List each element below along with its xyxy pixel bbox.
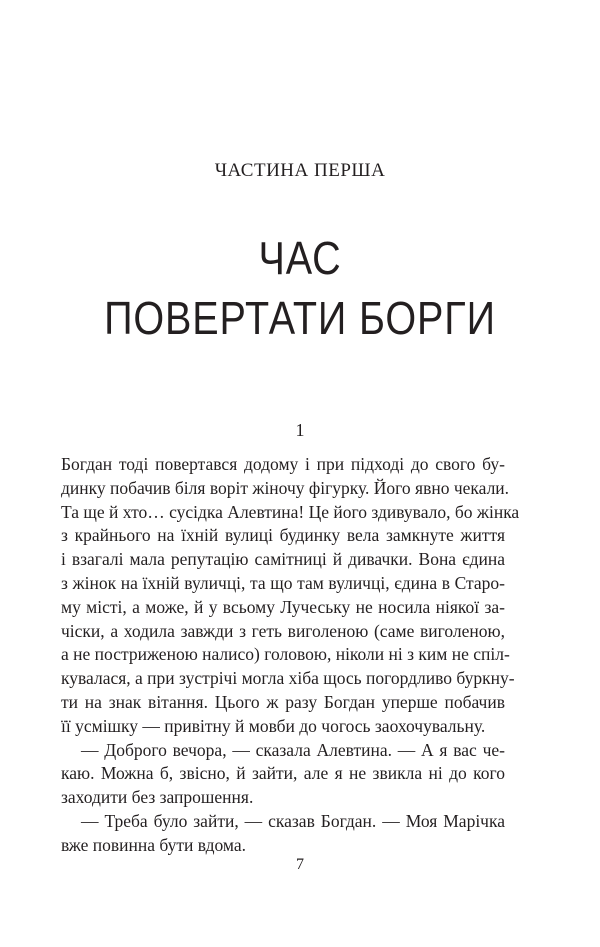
text-line: му місті, а може, й у всьому Лучеську не носила ніякої за- bbox=[61, 596, 505, 617]
text-line: Богдан тоді повертався додому і при підході до свого бу- bbox=[61, 454, 505, 474]
paragraph-2 bbox=[61, 739, 505, 810]
text-line: — Треба було зайти, — сказав Богдан. — Моя Марічка bbox=[81, 810, 505, 831]
text-line: каю. Можна б, звісно, й зайти, але я не звикла ні до кого bbox=[61, 763, 505, 784]
text-line: заходити без запрошення. bbox=[61, 787, 254, 808]
text-line: кувалася, а при зустрічі могла хіба щось погордливо буркну- bbox=[61, 668, 515, 689]
text-line: Та ще й хто… сусідка Алевтина! Це його здивувало, бо жінка bbox=[61, 501, 520, 522]
text-line: а не постриженою налисо) головою, ніколи ні з ким не спіл- bbox=[61, 644, 510, 665]
paragraph-3 bbox=[61, 810, 505, 858]
text-line: з жінок на їхній вуличці, та що там вуличці, єдина в Старо- bbox=[61, 572, 505, 593]
section-number: 1 bbox=[295, 420, 305, 440]
text-line: з крайнього на їхній вулиці будинку вела замкнуте життя bbox=[61, 525, 505, 546]
page-number: 7 bbox=[296, 856, 304, 873]
part-label: ЧАСТИНА ПЕРША bbox=[214, 160, 386, 181]
text-line: динку побачив біля воріт жіночу фігурку. Його явно чекали. bbox=[61, 477, 510, 498]
text-line: — Доброго вечора, — сказала Алевтина. — А я вас че- bbox=[81, 739, 505, 760]
paragraph-1 bbox=[61, 453, 520, 739]
chapter-title bbox=[42, 228, 558, 348]
text-line: чіски, а ходила завжди з геть виголеною (саме виголеною, bbox=[61, 620, 505, 641]
text-line: її усмішку — привітну й мовби до чогось заохочувальну. bbox=[61, 715, 486, 736]
text-line: ти на знак вітання. Цього ж разу Богдан уперше побачив bbox=[61, 691, 505, 712]
chapter-title-line-1: ЧАС bbox=[258, 232, 342, 284]
text-line: вже повинна бути вдома. bbox=[61, 834, 246, 855]
text-line: і взагалі мала репутацію самітниці й дивачки. Вона єдина bbox=[61, 549, 505, 570]
body-text bbox=[61, 453, 520, 858]
chapter-title-line-2: ПОВЕРТАТИ БОРГИ bbox=[104, 292, 496, 344]
